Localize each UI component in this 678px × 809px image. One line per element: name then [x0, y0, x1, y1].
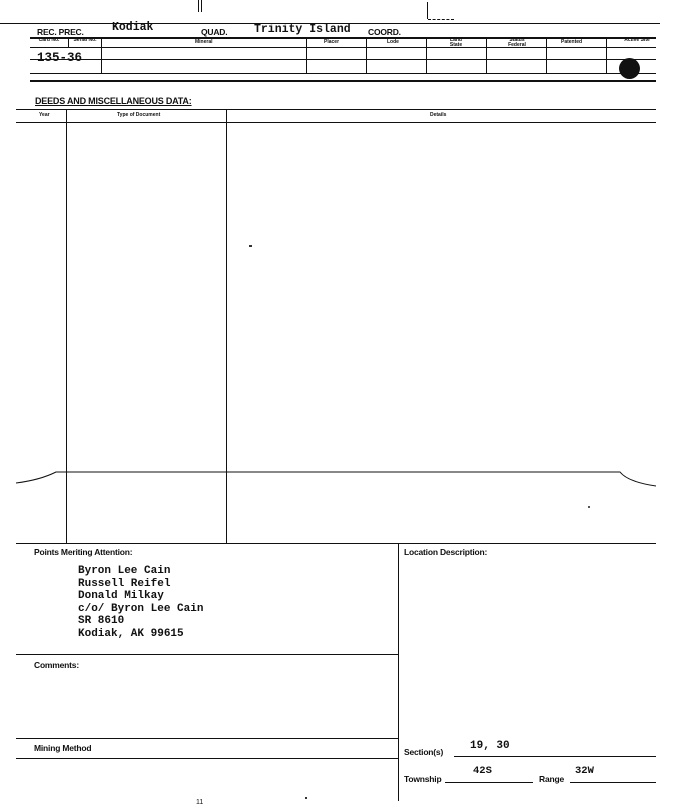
township-label: Township: [404, 774, 442, 784]
points-meriting-label: Points Meriting Attention:: [34, 547, 133, 557]
range-underline: [570, 782, 656, 783]
claims-col-divider: [68, 38, 69, 47]
page-number: 11: [196, 799, 204, 806]
col-header-serial-no: Serial No.: [73, 37, 97, 43]
section-label: Section(s): [404, 747, 444, 757]
mining-method-label: Mining Method: [34, 743, 92, 753]
rec-prec-value: Kodiak: [112, 21, 154, 34]
claims-header-rule: [30, 47, 656, 48]
top-dashed-line: [428, 19, 454, 20]
claims-lower-rule: [30, 80, 656, 82]
owner-line: Russell Reifel: [78, 577, 171, 590]
owner-line: Byron Lee Cain: [78, 565, 171, 577]
claims-col-divider: [606, 38, 607, 73]
claims-col-divider: [101, 38, 102, 73]
deeds-col-year: Year: [39, 112, 50, 118]
stray-dot: [305, 797, 307, 799]
bottom-section-rule: [16, 543, 656, 544]
top-tick-mark: [427, 2, 428, 19]
col-header-status-federal: Status Federal: [508, 37, 526, 48]
bottom-center-divider: [398, 543, 399, 801]
card-no-value: 135-36: [37, 51, 83, 65]
page-fold-curve: [0, 464, 678, 494]
rec-prec-label: REC. PREC.: [37, 27, 84, 37]
quad-value: Trinity Island: [254, 23, 351, 36]
township-underline: [445, 782, 533, 783]
owner-line: SR 8610: [78, 615, 125, 628]
active-site-filled-dot: [619, 58, 640, 79]
comments-label: Comments:: [34, 660, 79, 670]
deeds-header-rule: [16, 122, 656, 123]
col-header-land-state: Land State: [449, 37, 463, 48]
owner-line: Donald Milkay: [78, 590, 164, 603]
col-header-patented: Patented: [561, 39, 583, 45]
col-header-active-site: Active Site: [624, 37, 650, 43]
claims-value-row-rule: [30, 59, 656, 60]
owner-line: c/o/ Byron Lee Cain: [78, 602, 204, 615]
col-header-mineral: Mineral: [195, 39, 213, 45]
township-value: 42S: [473, 765, 492, 777]
owner-line: Kodiak, AK 99615: [78, 627, 184, 640]
stray-dot: [588, 506, 590, 508]
coord-label: COORD.: [368, 27, 401, 37]
range-value: 32W: [575, 765, 594, 777]
claims-col-divider: [306, 38, 307, 73]
mining-method-bottom-rule: [16, 758, 398, 759]
deeds-top-rule: [16, 109, 656, 110]
deeds-col-details: Details: [430, 112, 447, 118]
owner-list: [78, 565, 203, 641]
claims-bottom-rule: [30, 73, 656, 74]
stray-mark: [249, 245, 252, 247]
claims-col-divider: [426, 38, 427, 73]
quad-label: QUAD.: [201, 27, 228, 37]
claims-col-divider: [486, 38, 487, 73]
location-description-label: Location Description:: [404, 547, 488, 557]
deeds-col-type: Type of Document: [117, 112, 161, 118]
top-double-mark-right: [201, 0, 202, 12]
section-value: 19, 30: [470, 740, 510, 752]
mining-method-top-rule: [16, 738, 398, 739]
claims-col-divider: [366, 38, 367, 73]
comments-top-rule: [16, 654, 398, 655]
deeds-section-title: DEEDS AND MISCELLANEOUS DATA:: [35, 96, 192, 106]
claims-col-divider: [546, 38, 547, 73]
col-header-card-no: Card No.: [38, 37, 60, 43]
top-double-mark-left: [198, 0, 199, 12]
col-header-lode: Lode: [387, 39, 399, 45]
range-label: Range: [539, 774, 564, 784]
col-header-placer: Placer: [324, 39, 340, 45]
section-underline: [454, 756, 656, 757]
